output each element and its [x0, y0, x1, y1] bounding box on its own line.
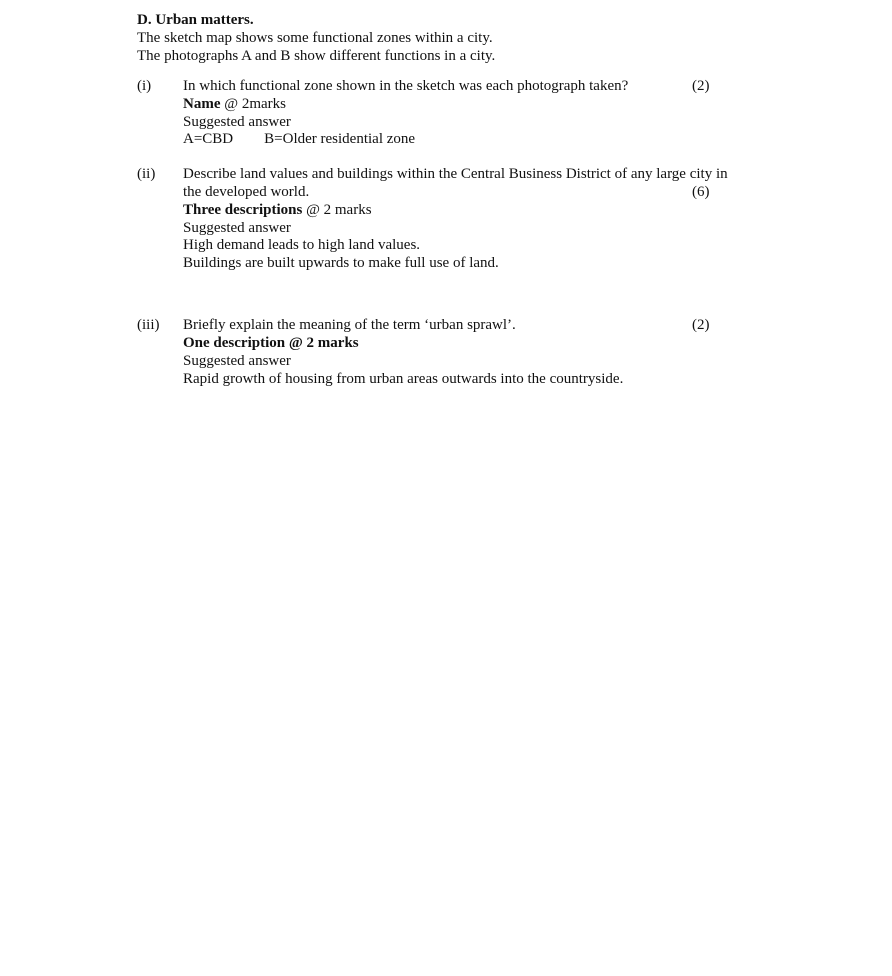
question-1-answer [183, 130, 415, 148]
question-1-rubric-rest: @ 2marks [220, 96, 286, 112]
question-3-number: (iii) [137, 317, 160, 333]
question-2-rubric-bold: Three descriptions [183, 202, 303, 218]
intro-line-1: The sketch map shows some functional zones within a city. [137, 30, 493, 46]
question-3-rubric [183, 334, 359, 352]
question-2-answer-1: High demand leads to high land values. [183, 237, 421, 253]
question-3-marks: (2) [692, 317, 710, 333]
question-1-rubric [183, 95, 286, 113]
question-2-marks: (6) [692, 184, 710, 200]
question-1-text: In which functional zone shown in the sketch was each photograph taken? [183, 78, 629, 94]
question-1-answer-b: B=Older residential zone [264, 131, 416, 147]
question-2-number: (ii) [137, 166, 156, 182]
question-3-answer: Rapid growth of housing from urban areas outwards into the countryside. [183, 371, 624, 387]
question-2-answer-2: Buildings are built upwards to make full use of land. [183, 255, 499, 271]
question-1-rubric-bold: Name [183, 96, 221, 112]
question-2-suggested-label: Suggested answer [183, 220, 291, 236]
question-3-rubric-bold: One description @ 2 marks [183, 335, 359, 351]
question-2-rubric-rest: @ 2 marks [302, 202, 372, 218]
question-1-answer-a: A=CBD [183, 131, 234, 147]
question-1-suggested-label: Suggested answer [183, 114, 291, 130]
section-title: D. Urban matters. [137, 12, 254, 28]
question-2-rubric [183, 201, 372, 219]
question-1-number: (i) [137, 78, 152, 94]
intro-line-2: The photographs A and B show different functions in a city. [137, 48, 496, 64]
question-1-marks: (2) [692, 78, 710, 94]
question-2-text-line-2: the developed world. [183, 184, 310, 200]
question-3-suggested-label: Suggested answer [183, 353, 291, 369]
question-2-text-line-1: Describe land values and buildings within the Central Business District of any large city in [183, 166, 728, 182]
question-3-text: Briefly explain the meaning of the term ‘urban sprawl’. [183, 317, 516, 333]
